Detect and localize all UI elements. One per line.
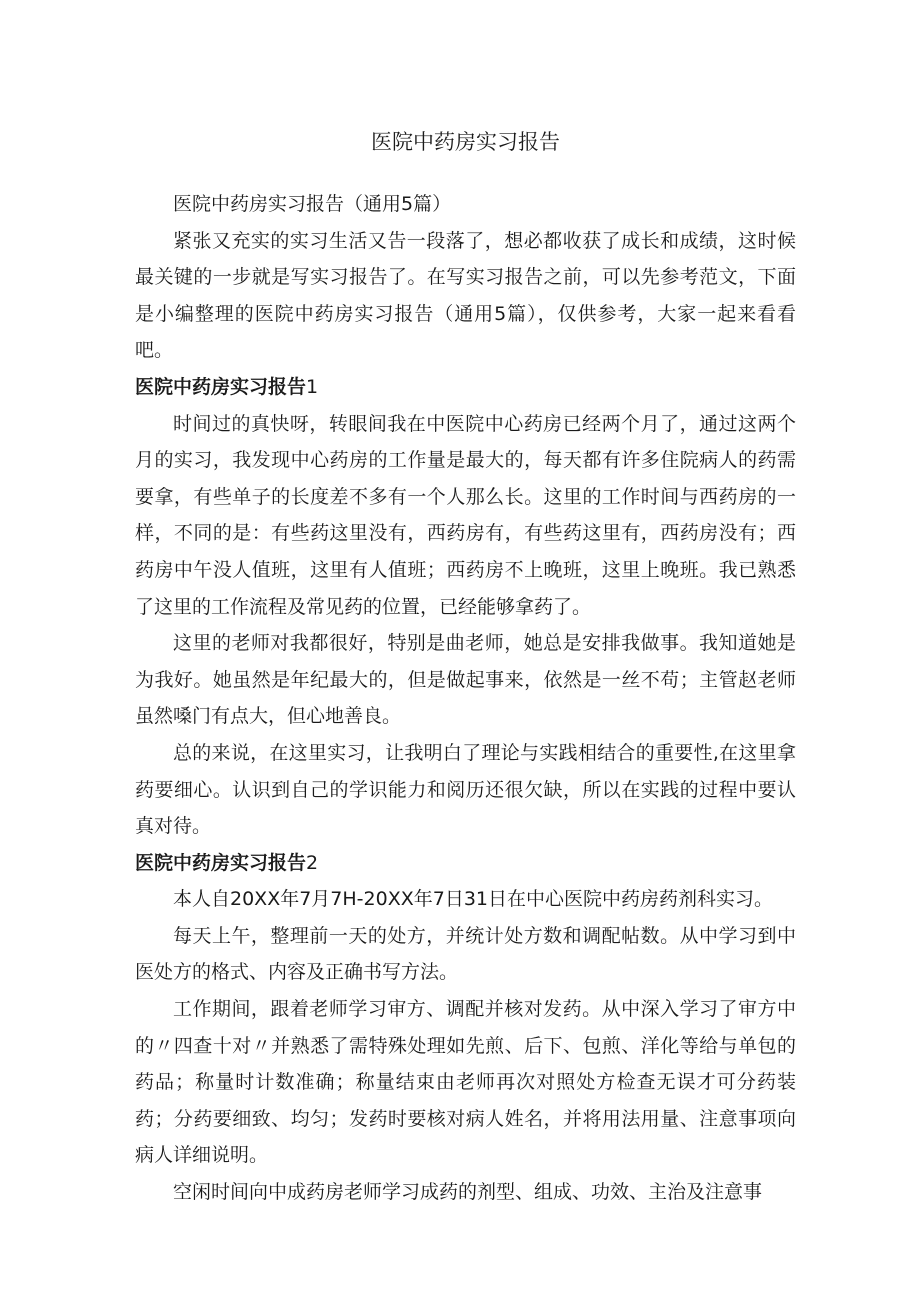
document-body xyxy=(135,186,796,1211)
section-heading-2 xyxy=(135,845,796,882)
section-heading-number: 2 xyxy=(306,851,319,874)
body-paragraph: 空闲时间向中成药房老师学习成药的剂型、组成、功效、主治及注意事 xyxy=(173,1181,763,1204)
body-paragraph: 本人自20XX年7月7H-20XX年7日31日在中心医院中药房药剂科实习。 xyxy=(173,888,774,911)
section-heading-text: 医院中药房实习报告 xyxy=(135,375,307,398)
intro-paragraph: 紧张又充实的实习生活又告一段落了，想必都收获了成长和成绩，这时候最关键的一步就是写实习报告了。在写实习报告之前，可以先参考范文，下面是小编整理的医院中药房实习报告（通用5篇），仅供参考，大家一起来看看吧。 xyxy=(135,229,796,362)
body-paragraph: 工作期间，跟着老师学习审方、调配并核对发药。从中深入学习了审方中的〃四查十对〃并熟悉了需特殊处理如先煎、后下、包煎、洋化等给与单包的药品；称量时计数准确；称量结束由老师再次对照处方检查无误才可分药装药；分药要细致、均匀；发药时要核对病人姓名，并将用法用量、注意事项向病人详细说明。 xyxy=(135,998,796,1167)
document-title: 医院中药房实习报告 xyxy=(371,130,560,154)
section-heading-1 xyxy=(135,369,796,406)
subtitle-paragraph: 医院中药房实习报告（通用5篇） xyxy=(173,193,452,215)
section-heading-text: 医院中药房实习报告 xyxy=(135,851,307,874)
body-paragraph: 这里的老师对我都很好，特别是曲老师，她总是安排我做事。我知道她是为我好。她虽然是年纪最大的，但是做起事来，依然是一丝不苟；主管赵老师虽然嗓门有点大，但心地善良。 xyxy=(135,632,796,728)
body-paragraph: 时间过的真快呀，转眼间我在中医院中心药房已经两个月了，通过这两个月的实习，我发现中心药房的工作量是最大的，每天都有许多住院病人的药需要拿，有些单子的长度差不多有一个人那么长。这里的工作时间与西药房的一样，不同的是：有些药这里没有，西药房有，有些药这里有，西药房没有；西药房中午没人值班，这里有人值班；西药房不上晚班，这里上晚班。我已熟悉了这里的工作流程及常见药的位置，已经能够拿药了。 xyxy=(135,412,796,618)
body-paragraph: 每天上午，整理前一天的处方，并统计处方数和调配帖数。从中学习到中医处方的格式、内容及正确书写方法。 xyxy=(135,924,796,984)
body-paragraph: 总的来说，在这里实习，让我明白了理论与实践相结合的重要性,在这里拿药要细心。认识到自己的学识能力和阅历还很欠缺，所以在实践的过程中要认真对待。 xyxy=(135,741,796,838)
section-heading-number: 1 xyxy=(306,375,319,398)
